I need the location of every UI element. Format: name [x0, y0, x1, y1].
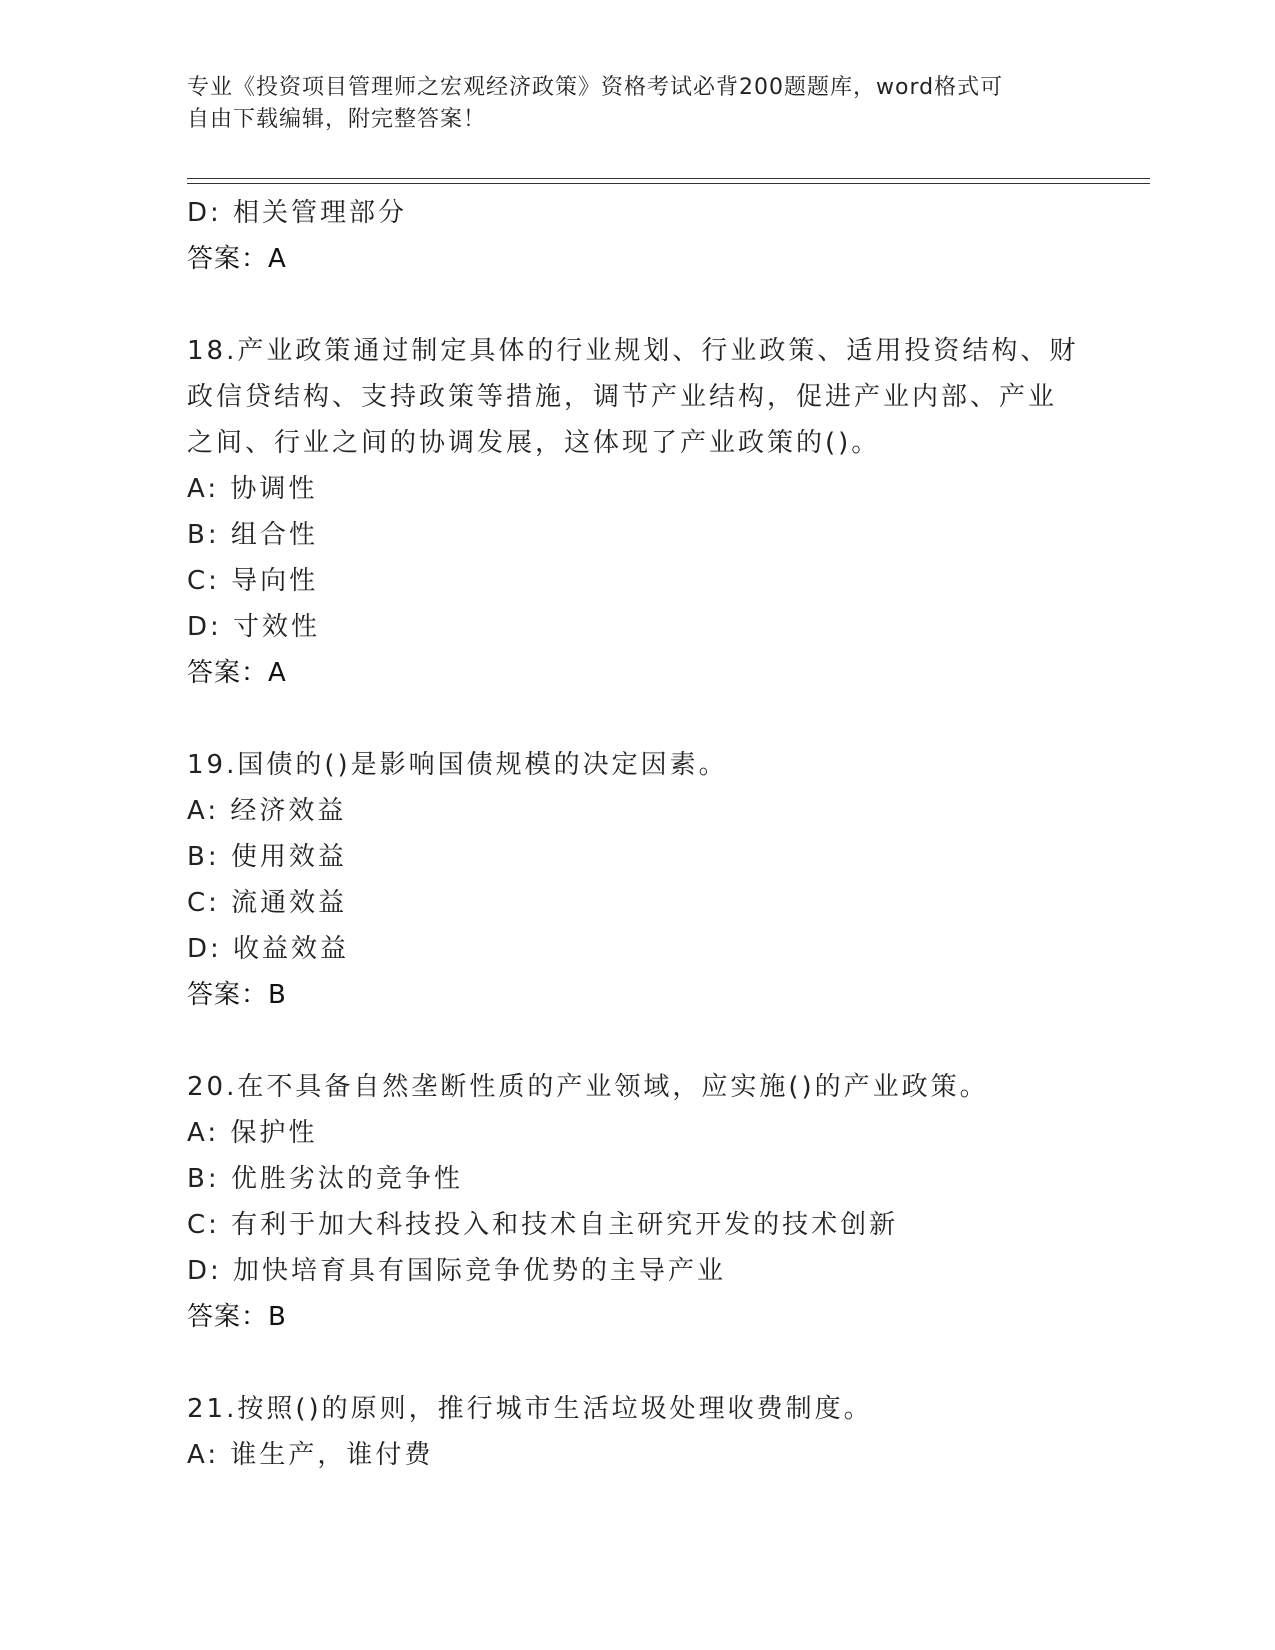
- header-divider-bottom: [187, 183, 1150, 184]
- option-b: B: 组合性: [187, 520, 318, 550]
- option-d: D: 加快培育具有国际竞争优势的主导产业: [187, 1256, 727, 1286]
- option-d: D: 收益效益: [187, 934, 350, 964]
- header-divider-top: [187, 178, 1150, 179]
- header-line-1: 专业《投资项目管理师之宏观经济政策》资格考试必背200题题库，word格式可: [187, 75, 1004, 100]
- header-line-2: 自由下载编辑，附完整答案！: [187, 107, 487, 132]
- question-17-tail: [187, 190, 1087, 282]
- option-b: B: 使用效益: [187, 842, 347, 872]
- option-a: A: 协调性: [187, 474, 318, 504]
- question-20: [187, 1064, 1087, 1340]
- answer: 答案：B: [187, 1302, 287, 1332]
- question-stem-line: 之间、行业之间的协调发展，这体现了产业政策的()。: [187, 428, 881, 458]
- spacer: [187, 696, 1087, 742]
- question-list: [187, 190, 1087, 1478]
- question-stem-line: 21.按照()的原则，推行城市生活垃圾处理收费制度。: [187, 1394, 873, 1424]
- question-21: [187, 1386, 1087, 1478]
- spacer: [187, 282, 1087, 328]
- answer: 答案：A: [187, 244, 287, 274]
- question-stem-line: 19.国债的()是影响国债规模的决定因素。: [187, 750, 728, 780]
- question-18: [187, 328, 1087, 696]
- option-c: C: 有利于加大科技投入和技术自主研究开发的技术创新: [187, 1210, 899, 1240]
- spacer: [187, 1018, 1087, 1064]
- option-c: C: 流通效益: [187, 888, 348, 918]
- option-a: A: 谁生产，谁付费: [187, 1440, 434, 1470]
- spacer: [187, 1340, 1087, 1386]
- question-stem-line: 18.产业政策通过制定具体的行业规划、行业政策、适用投资结构、财: [187, 336, 1079, 366]
- document-header: [187, 72, 1067, 136]
- option-d: D: 相关管理部分: [187, 198, 408, 228]
- option-c: C: 导向性: [187, 566, 319, 596]
- option-b: B: 优胜劣汰的竞争性: [187, 1164, 463, 1194]
- question-stem-line: 20.在不具备自然垄断性质的产业领域，应实施()的产业政策。: [187, 1072, 989, 1102]
- question-19: [187, 742, 1087, 1018]
- answer: 答案：A: [187, 658, 287, 688]
- option-a: A: 经济效益: [187, 796, 347, 826]
- question-stem-line: 政信贷结构、支持政策等措施，调节产业结构，促进产业内部、产业: [187, 382, 1058, 412]
- option-d: D: 寸效性: [187, 612, 321, 642]
- answer: 答案：B: [187, 980, 287, 1010]
- option-a: A: 保护性: [187, 1118, 318, 1148]
